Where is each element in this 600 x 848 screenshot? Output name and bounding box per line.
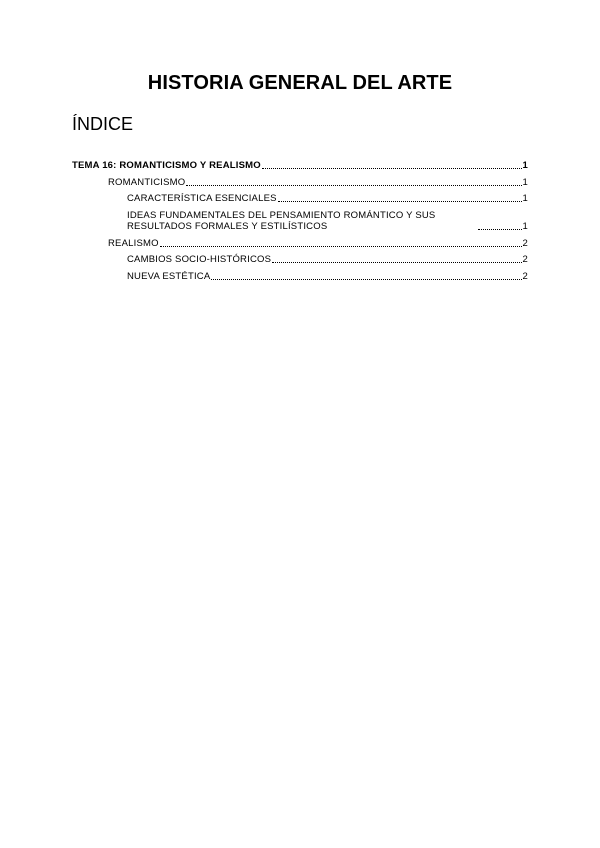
toc-entry-cambios-socio-historicos[interactable] bbox=[72, 254, 528, 265]
document-title: HISTORIA GENERAL DEL ARTE bbox=[147, 72, 453, 94]
toc-entry-romanticismo[interactable] bbox=[72, 177, 528, 188]
toc-leader-dots bbox=[160, 246, 522, 247]
toc-leader-dots bbox=[186, 185, 521, 186]
toc-page-number: 1 bbox=[522, 220, 528, 232]
toc-page-number: 1 bbox=[522, 160, 528, 171]
toc-entry-ideas-fundamentales[interactable] bbox=[72, 210, 528, 232]
toc-entry-text: CAMBIOS SOCIO-HISTÓRICOS bbox=[127, 254, 272, 265]
toc-page-number: 2 bbox=[522, 270, 528, 282]
toc-leader-dots bbox=[478, 229, 522, 230]
toc-leader-dots bbox=[278, 201, 522, 202]
toc-entry-text: TEMA 16: ROMANTICISMO Y REALISMO bbox=[72, 160, 261, 171]
toc-entry-nueva-estetica[interactable] bbox=[72, 271, 528, 282]
toc-page-number: 2 bbox=[522, 254, 528, 265]
toc-entry-text: IDEAS FUNDAMENTALES DEL PENSAMIENTO ROMÁNTICO Y SUS RESULTADOS FORMALES Y ESTILÍSTICOS bbox=[127, 209, 436, 232]
toc-entry-caracteristica-esenciales[interactable] bbox=[72, 193, 528, 204]
toc-page-number: 1 bbox=[522, 193, 528, 204]
toc-entry-text: NUEVA ESTÉTICA bbox=[127, 270, 211, 282]
toc-leader-dots bbox=[262, 168, 522, 169]
toc-page-number: 1 bbox=[522, 176, 528, 188]
toc-entry-tema-16[interactable] bbox=[72, 160, 528, 171]
toc-leader-dots bbox=[272, 262, 521, 263]
toc-entry-text: REALISMO bbox=[108, 237, 159, 249]
toc-page-number: 2 bbox=[522, 237, 528, 249]
table-of-contents bbox=[72, 160, 528, 287]
index-heading: ÍNDICE bbox=[72, 114, 134, 134]
toc-leader-dots bbox=[211, 279, 521, 280]
toc-entry-text: ROMANTICISMO bbox=[108, 176, 186, 188]
toc-entry-text: CARACTERÍSTICA ESENCIALES bbox=[127, 193, 277, 204]
toc-entry-realismo[interactable] bbox=[72, 238, 528, 249]
